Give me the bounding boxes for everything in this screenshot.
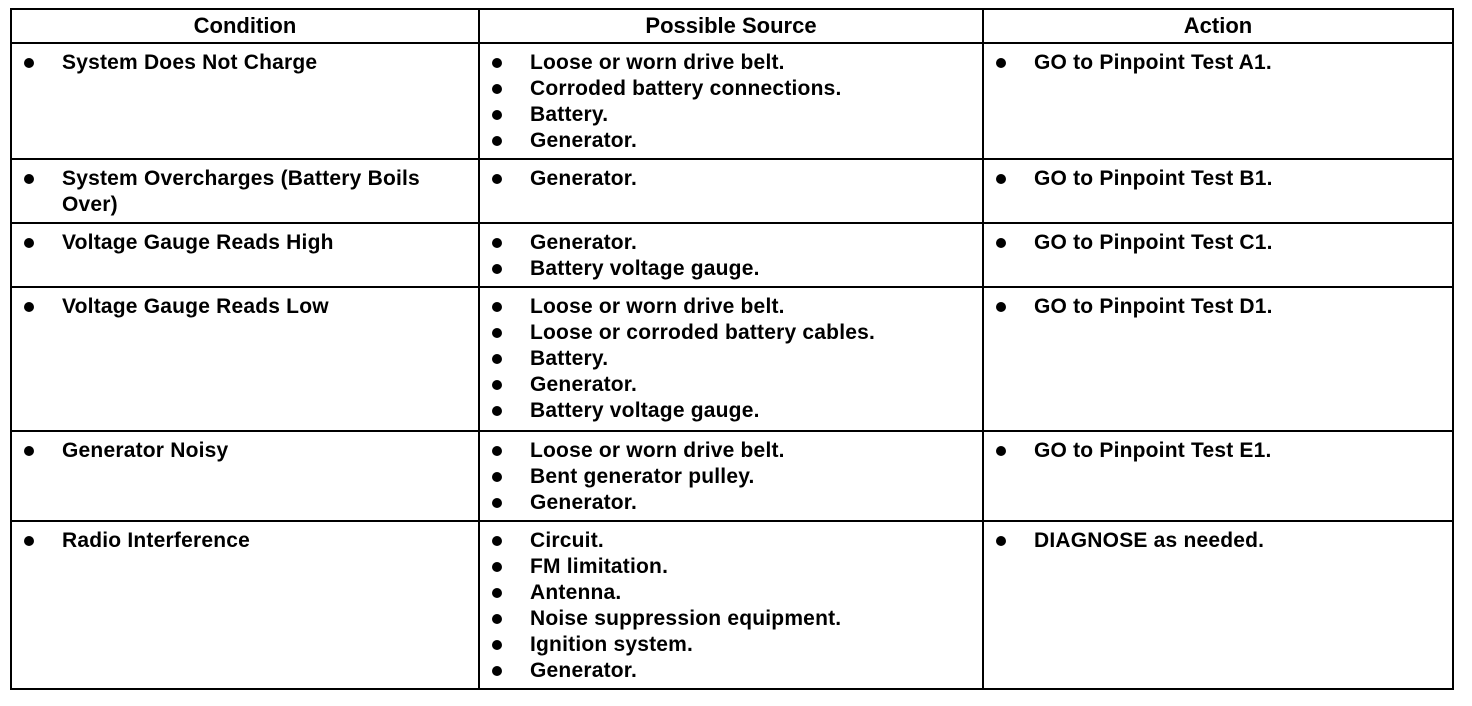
possible-source-cell (479, 43, 983, 159)
bullet-icon (492, 536, 502, 546)
list-item (480, 580, 982, 606)
item-text: Corroded battery connections. (530, 77, 842, 100)
bullet-icon (492, 380, 502, 390)
item-text: GO to Pinpoint Test B1. (1034, 167, 1273, 190)
condition-cell-list (12, 432, 478, 468)
item-text: Battery voltage gauge. (530, 257, 760, 280)
bullet-icon (996, 58, 1006, 68)
item-text: GO to Pinpoint Test D1. (1034, 295, 1273, 318)
item-text: Generator. (530, 167, 638, 190)
bullet-icon (492, 136, 502, 146)
action-header: Action (983, 9, 1453, 43)
table-row (11, 287, 1453, 431)
list-item (984, 528, 1452, 554)
bullet-icon (24, 238, 34, 248)
item-text: Generator. (530, 231, 638, 254)
table-row (11, 159, 1453, 223)
possible-source-cell (479, 431, 983, 521)
list-item (480, 658, 982, 684)
item-text: Antenna. (530, 581, 622, 604)
condition-cell (11, 43, 479, 159)
bullet-icon (492, 58, 502, 68)
bullet-icon (996, 536, 1006, 546)
condition-cell-list (12, 522, 478, 558)
list-item (480, 128, 982, 154)
list-item (480, 346, 982, 372)
item-text: Voltage Gauge Reads High (62, 231, 334, 254)
bullet-icon (492, 354, 502, 364)
bullet-icon (24, 446, 34, 456)
list-item (984, 294, 1452, 320)
bullet-icon (996, 238, 1006, 248)
list-item (984, 230, 1452, 256)
possible-source-cell (479, 223, 983, 287)
possible-source-cell (479, 521, 983, 689)
item-text: Battery. (530, 103, 609, 126)
bullet-icon (24, 536, 34, 546)
bullet-icon (492, 666, 502, 676)
list-item (12, 166, 478, 218)
possible-source-cell-list (480, 224, 982, 286)
list-item (12, 438, 478, 464)
item-text: GO to Pinpoint Test A1. (1034, 51, 1272, 74)
item-text: System Does Not Charge (62, 51, 318, 74)
list-item (480, 398, 982, 424)
list-item (480, 438, 982, 464)
possible-source-cell-list (480, 44, 982, 158)
item-text: Loose or corroded battery cables. (530, 321, 876, 344)
bullet-icon (492, 302, 502, 312)
list-item (480, 256, 982, 282)
list-item (12, 294, 478, 320)
action-cell (983, 431, 1453, 521)
bullet-icon (492, 174, 502, 184)
possible-source-cell (479, 287, 983, 431)
bullet-icon (492, 614, 502, 624)
list-item (480, 490, 982, 516)
list-item (480, 102, 982, 128)
item-text: Loose or worn drive belt. (530, 295, 785, 318)
condition-cell-list (12, 44, 478, 80)
possible-source-cell-list (480, 522, 982, 688)
table-row (11, 223, 1453, 287)
action-cell-list (984, 522, 1452, 558)
item-text: Generator. (530, 491, 638, 514)
bullet-icon (996, 302, 1006, 312)
list-item (480, 464, 982, 490)
list-item (12, 50, 478, 76)
action-cell-list (984, 224, 1452, 260)
item-text: Generator. (530, 373, 638, 396)
bullet-icon (996, 446, 1006, 456)
action-cell (983, 159, 1453, 223)
bullet-icon (492, 110, 502, 120)
table-row (11, 521, 1453, 689)
diagnosis-table (10, 8, 1454, 690)
table-row (11, 431, 1453, 521)
list-item (480, 372, 982, 398)
possible-source-header: Possible Source (479, 9, 983, 43)
condition-cell (11, 159, 479, 223)
list-item (480, 632, 982, 658)
item-text: Circuit. (530, 529, 604, 552)
list-item (480, 50, 982, 76)
list-item (12, 528, 478, 554)
list-item (984, 50, 1452, 76)
table-row (11, 43, 1453, 159)
header-row (11, 9, 1453, 43)
action-cell (983, 223, 1453, 287)
list-item (480, 230, 982, 256)
list-item (12, 230, 478, 256)
action-cell-list (984, 432, 1452, 468)
bullet-icon (492, 562, 502, 572)
item-text: Loose or worn drive belt. (530, 439, 785, 462)
item-text: Radio Interference (62, 529, 250, 552)
item-text: Loose or worn drive belt. (530, 51, 785, 74)
action-cell-list (984, 160, 1452, 196)
list-item (480, 294, 982, 320)
bullet-icon (24, 58, 34, 68)
item-text: Bent generator pulley. (530, 465, 755, 488)
list-item (480, 320, 982, 346)
diagnosis-chart (10, 8, 1452, 690)
list-item (480, 528, 982, 554)
condition-cell-list (12, 160, 478, 222)
action-cell-list (984, 44, 1452, 80)
item-text: System Overcharges (Battery Boils Over) (62, 167, 420, 216)
possible-source-cell (479, 159, 983, 223)
list-item (984, 166, 1452, 192)
condition-cell (11, 431, 479, 521)
item-text: GO to Pinpoint Test C1. (1034, 231, 1273, 254)
action-cell (983, 521, 1453, 689)
action-cell (983, 43, 1453, 159)
condition-cell-list (12, 224, 478, 260)
action-cell (983, 287, 1453, 431)
item-text: Battery. (530, 347, 609, 370)
item-text: Generator. (530, 659, 638, 682)
list-item (984, 438, 1452, 464)
item-text: Generator Noisy (62, 439, 229, 462)
item-text: Noise suppression equipment. (530, 607, 842, 630)
possible-source-cell-list (480, 288, 982, 428)
bullet-icon (492, 238, 502, 248)
possible-source-cell-list (480, 432, 982, 520)
list-item (480, 554, 982, 580)
table-body (11, 43, 1453, 689)
item-text: DIAGNOSE as needed. (1034, 529, 1265, 552)
item-text: FM limitation. (530, 555, 669, 578)
bullet-icon (24, 302, 34, 312)
bullet-icon (492, 406, 502, 416)
item-text: Ignition system. (530, 633, 694, 656)
bullet-icon (492, 328, 502, 338)
list-item (480, 166, 982, 192)
bullet-icon (996, 174, 1006, 184)
condition-cell (11, 521, 479, 689)
condition-cell-list (12, 288, 478, 324)
bullet-icon (492, 264, 502, 274)
bullet-icon (492, 588, 502, 598)
bullet-icon (492, 446, 502, 456)
item-text: GO to Pinpoint Test E1. (1034, 439, 1272, 462)
item-text: Voltage Gauge Reads Low (62, 295, 329, 318)
bullet-icon (492, 84, 502, 94)
item-text: Generator. (530, 129, 638, 152)
condition-header: Condition (11, 9, 479, 43)
bullet-icon (24, 174, 34, 184)
list-item (480, 606, 982, 632)
action-cell-list (984, 288, 1452, 324)
condition-cell (11, 287, 479, 431)
list-item (480, 76, 982, 102)
bullet-icon (492, 472, 502, 482)
item-text: Battery voltage gauge. (530, 399, 760, 422)
bullet-icon (492, 498, 502, 508)
possible-source-cell-list (480, 160, 982, 196)
condition-cell (11, 223, 479, 287)
bullet-icon (492, 640, 502, 650)
